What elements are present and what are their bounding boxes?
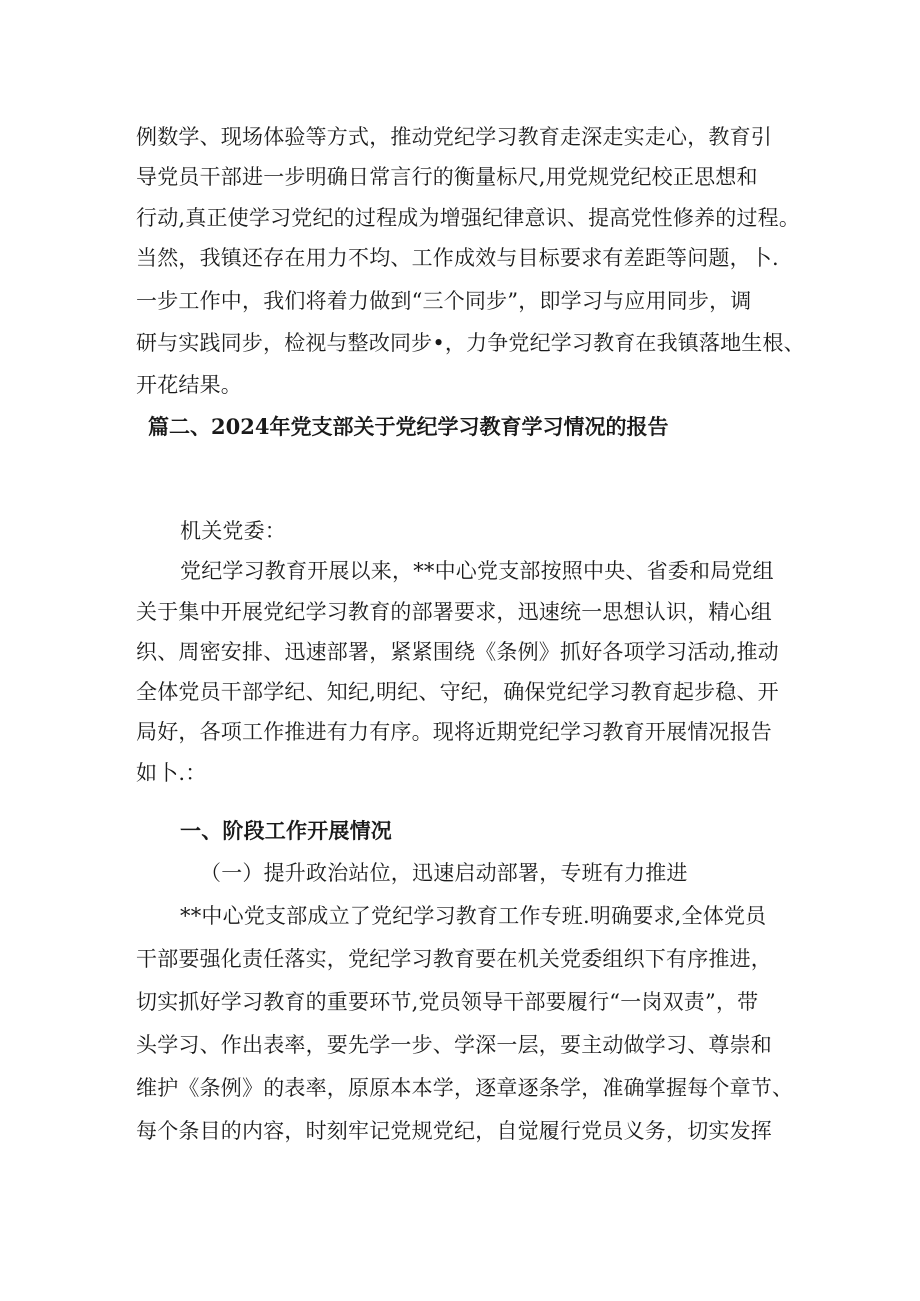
text-line: 局好，各项工作推进有力有序。现将近期党纪学习教育开展情况报告 [136,720,772,744]
text-line: 关于集中开展党纪学习教育的部署要求，迅速统一思想认识，精心组 [136,600,772,624]
text-line: 干部要强化责任落实，党纪学习教育要在机关党委组织下有序推进， [136,947,772,971]
text-line: 如卜.： [136,761,207,785]
text-line: 头学习、作出表率，要先学一步、学深一层，要主动做学习、尊崇和 [136,1033,772,1057]
text-line: **中心党支部成立了党纪学习教育工作专班.明确要求,全体党员 [180,904,767,928]
text-line: 导党员干部进一步明确日常言行的衡量标尺,用党规党纪校正思想和 [136,165,758,189]
text-line: 当然，我镇还存在用力不均、工作成效与目标要求有差距等问题，卜. [136,246,779,270]
text-line: 维护《条例》的表率，原原本本学，逐章逐条学，准确掌握每个章节、 [136,1076,794,1100]
text-line: 开花结果。 [136,373,242,397]
text-line: 全体党员干部学纪、知纪,明纪、守纪，确保党纪学习教育起步稳、开 [136,680,779,704]
text-line: 例数学、现场体验等方式，推动党纪学习教育走深走实走心，教育引 [136,125,772,149]
article-title: 篇二、2024年党支部关于党纪学习教育学习情况的报告 [148,414,669,439]
text-line: 行动,真正使学习党纪的过程成为增强纪律意识、提高党性修养的过程。 [136,206,801,230]
text-line: 织、周密安排、迅速部署，紧紧围绕《条例》抓好各项学习活动,推动 [136,640,779,664]
text-line: 每个条目的内容，时刻牢记党规党纪，自觉履行党员义务，切实发挥 [136,1119,772,1143]
text-line: 切实抓好学习教育的重要环节,党员领导干部要履行“一岗双责”，带 [136,990,759,1014]
text-line: 研与实践同步，检视与整改同步•，力争党纪学习教育在我镇落地生根、 [136,331,805,355]
text-line: 一步工作中，我们将着力做到“三个同步”，即学习与应用同步，调 [136,289,752,313]
salutation: 机关党委： [180,519,286,543]
section-heading: 一、阶段工作开展情况 [180,818,392,843]
subsection-heading: （一）提升政治站位，迅速启动部署，专班有力推进 [200,861,688,885]
text-line: 党纪学习教育开展以来，**中心党支部按照中央、省委和局党组 [180,559,774,583]
